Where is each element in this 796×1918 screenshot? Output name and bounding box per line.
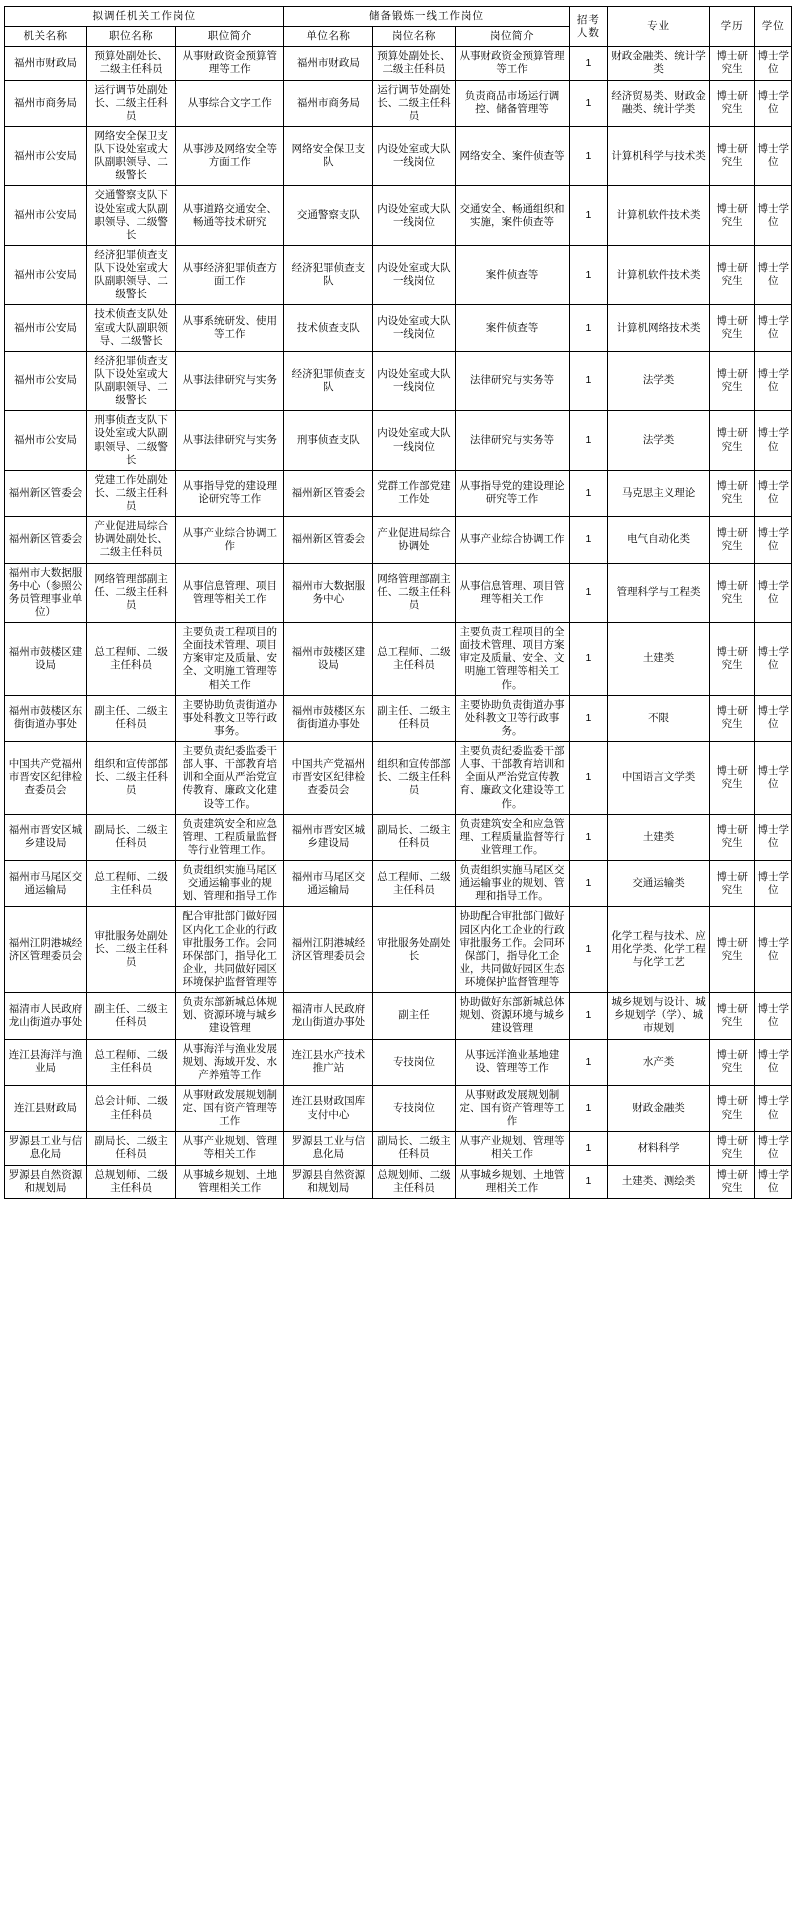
cell-post: 运行调节处副处长、二级主任科员 bbox=[373, 80, 455, 126]
table-row bbox=[5, 351, 792, 411]
cell-post-desc: 法律研究与实务等 bbox=[455, 351, 569, 411]
cell-position-desc: 负责组织实施马尾区交通运输事业的规划、管理和指导工作 bbox=[176, 861, 284, 907]
cell-degree: 博士学位 bbox=[755, 517, 792, 563]
cell-post-desc: 从事产业综合协调工作 bbox=[455, 517, 569, 563]
cell-agency: 福州市财政局 bbox=[5, 47, 87, 80]
cell-position-desc: 主要负责纪委监委干部人事、干部教育培训和全面从严治党宣传教育、廉政文化建设等工作。 bbox=[176, 742, 284, 815]
cell-agency: 中国共产党福州市晋安区纪律检查委员会 bbox=[5, 742, 87, 815]
cell-position: 网络管理部副主任、二级主任科员 bbox=[87, 563, 176, 623]
cell-education: 博士研究生 bbox=[709, 993, 755, 1039]
cell-count: 1 bbox=[569, 470, 608, 516]
cell-degree: 博士学位 bbox=[755, 814, 792, 860]
cell-count: 1 bbox=[569, 305, 608, 351]
cell-position: 总会计师、二级主任科员 bbox=[87, 1085, 176, 1131]
cell-count: 1 bbox=[569, 47, 608, 80]
cell-position-desc: 从事法律研究与实务 bbox=[176, 411, 284, 471]
cell-post: 副主任、二级主任科员 bbox=[373, 695, 455, 741]
table-row bbox=[5, 1085, 792, 1131]
cell-position-desc: 从事指导党的建设理论研究等工作 bbox=[176, 470, 284, 516]
cell-position: 组织和宣传部部长、二级主任科员 bbox=[87, 742, 176, 815]
cell-unit: 福州江阴港城经济区管理委员会 bbox=[284, 907, 373, 993]
cell-post: 副局长、二级主任科员 bbox=[373, 814, 455, 860]
cell-agency: 福州市公安局 bbox=[5, 126, 87, 186]
cell-unit: 经济犯罪侦查支队 bbox=[284, 245, 373, 305]
cell-post: 产业促进局综合协调处 bbox=[373, 517, 455, 563]
cell-position-desc: 从事信息管理、项目管理等相关工作 bbox=[176, 563, 284, 623]
cell-education: 博士研究生 bbox=[709, 411, 755, 471]
cell-position-desc: 配合审批部门做好园区内化工企业的行政审批服务工作。会同环保部门，指导化工企业，共同做好园区环境保护监督管理等 bbox=[176, 907, 284, 993]
cell-major: 水产类 bbox=[608, 1039, 710, 1085]
cell-degree: 博士学位 bbox=[755, 80, 792, 126]
cell-position: 审批服务处副处长、二级主任科员 bbox=[87, 907, 176, 993]
cell-post-desc: 主要负责纪委监委干部人事、干部教育培训和全面从严治党宣传教育、廉政文化建设等工作。 bbox=[455, 742, 569, 815]
cell-position: 党建工作处副处长、二级主任科员 bbox=[87, 470, 176, 516]
cell-agency: 福州市商务局 bbox=[5, 80, 87, 126]
cell-agency: 罗源县自然资源和规划局 bbox=[5, 1165, 87, 1198]
cell-post-desc: 从事财政发展规划制定、国有资产管理等工作 bbox=[455, 1085, 569, 1131]
table-row bbox=[5, 305, 792, 351]
column-header-major: 专业 bbox=[608, 7, 710, 47]
cell-major: 法学类 bbox=[608, 411, 710, 471]
cell-count: 1 bbox=[569, 907, 608, 993]
cell-agency: 福州新区管委会 bbox=[5, 517, 87, 563]
cell-post: 内设处室或大队一线岗位 bbox=[373, 186, 455, 246]
cell-degree: 博士学位 bbox=[755, 351, 792, 411]
cell-major: 财政金融类 bbox=[608, 1085, 710, 1131]
cell-unit: 连江县财政国库支付中心 bbox=[284, 1085, 373, 1131]
cell-agency: 连江县财政局 bbox=[5, 1085, 87, 1131]
table-row bbox=[5, 245, 792, 305]
table-row bbox=[5, 470, 792, 516]
cell-position-desc: 负责东部新城总体规划、资源环境与城乡建设管理 bbox=[176, 993, 284, 1039]
cell-education: 博士研究生 bbox=[709, 470, 755, 516]
cell-education: 博士研究生 bbox=[709, 305, 755, 351]
cell-agency: 福州市鼓楼区建设局 bbox=[5, 623, 87, 696]
cell-post-desc: 负责建筑安全和应急管理、工程质量监督等行业管理工作。 bbox=[455, 814, 569, 860]
cell-education: 博士研究生 bbox=[709, 695, 755, 741]
cell-post-desc: 网络安全、案件侦查等 bbox=[455, 126, 569, 186]
cell-unit: 网络安全保卫支队 bbox=[284, 126, 373, 186]
job-positions-table bbox=[4, 6, 792, 1199]
cell-unit: 福州新区管委会 bbox=[284, 470, 373, 516]
table-row bbox=[5, 80, 792, 126]
cell-major: 不限 bbox=[608, 695, 710, 741]
table-group-header-row bbox=[5, 7, 792, 27]
cell-education: 博士研究生 bbox=[709, 1039, 755, 1085]
cell-position: 网络安全保卫支队下设处室或大队副职领导、二级警长 bbox=[87, 126, 176, 186]
table-row bbox=[5, 411, 792, 471]
cell-major: 土建类 bbox=[608, 623, 710, 696]
cell-position: 交通警察支队下设处室或大队副职领导、二级警长 bbox=[87, 186, 176, 246]
cell-unit: 福州新区管委会 bbox=[284, 517, 373, 563]
cell-education: 博士研究生 bbox=[709, 186, 755, 246]
cell-post: 内设处室或大队一线岗位 bbox=[373, 126, 455, 186]
cell-count: 1 bbox=[569, 814, 608, 860]
column-header-post-name: 岗位名称 bbox=[373, 27, 455, 47]
cell-agency: 福州市公安局 bbox=[5, 186, 87, 246]
cell-position: 总工程师、二级主任科员 bbox=[87, 861, 176, 907]
cell-position: 副主任、二级主任科员 bbox=[87, 993, 176, 1039]
cell-post-desc: 从事城乡规划、土地管理相关工作 bbox=[455, 1165, 569, 1198]
cell-unit: 福州市马尾区交通运输局 bbox=[284, 861, 373, 907]
cell-position-desc: 从事产业规划、管理等相关工作 bbox=[176, 1132, 284, 1165]
cell-position-desc: 从事系统研发、使用等工作 bbox=[176, 305, 284, 351]
cell-position-desc: 从事海洋与渔业发展规划、海域开发、水产养殖等工作 bbox=[176, 1039, 284, 1085]
cell-position: 刑事侦查支队下设处室或大队副职领导、二级警长 bbox=[87, 411, 176, 471]
cell-position-desc: 从事综合文字工作 bbox=[176, 80, 284, 126]
table-row bbox=[5, 563, 792, 623]
cell-position: 副局长、二级主任科员 bbox=[87, 814, 176, 860]
cell-education: 博士研究生 bbox=[709, 517, 755, 563]
cell-position-desc: 从事财政发展规划制定、国有资产管理等工作 bbox=[176, 1085, 284, 1131]
cell-count: 1 bbox=[569, 411, 608, 471]
cell-post: 总工程师、二级主任科员 bbox=[373, 623, 455, 696]
cell-count: 1 bbox=[569, 351, 608, 411]
cell-count: 1 bbox=[569, 1165, 608, 1198]
cell-post: 专技岗位 bbox=[373, 1039, 455, 1085]
cell-agency: 连江县海洋与渔业局 bbox=[5, 1039, 87, 1085]
cell-education: 博士研究生 bbox=[709, 47, 755, 80]
cell-position: 副主任、二级主任科员 bbox=[87, 695, 176, 741]
cell-unit: 福州市鼓楼区东街街道办事处 bbox=[284, 695, 373, 741]
cell-agency: 罗源县工业与信息化局 bbox=[5, 1132, 87, 1165]
cell-post-desc: 从事信息管理、项目管理等相关工作 bbox=[455, 563, 569, 623]
cell-position: 总规划师、二级主任科员 bbox=[87, 1165, 176, 1198]
cell-unit: 罗源县工业与信息化局 bbox=[284, 1132, 373, 1165]
cell-major: 计算机网络技术类 bbox=[608, 305, 710, 351]
cell-post: 内设处室或大队一线岗位 bbox=[373, 305, 455, 351]
cell-major: 法学类 bbox=[608, 351, 710, 411]
column-header-agency-name: 机关名称 bbox=[5, 27, 87, 47]
cell-education: 博士研究生 bbox=[709, 1132, 755, 1165]
cell-post-desc: 案件侦查等 bbox=[455, 305, 569, 351]
cell-position-desc: 从事涉及网络安全等方面工作 bbox=[176, 126, 284, 186]
cell-degree: 博士学位 bbox=[755, 623, 792, 696]
cell-position-desc: 从事城乡规划、土地管理相关工作 bbox=[176, 1165, 284, 1198]
cell-major: 经济贸易类、财政金融类、统计学类 bbox=[608, 80, 710, 126]
cell-degree: 博士学位 bbox=[755, 563, 792, 623]
cell-major: 计算机软件技术类 bbox=[608, 186, 710, 246]
cell-agency: 福州江阴港城经济区管理委员会 bbox=[5, 907, 87, 993]
cell-unit: 技术侦查支队 bbox=[284, 305, 373, 351]
cell-degree: 博士学位 bbox=[755, 245, 792, 305]
cell-education: 博士研究生 bbox=[709, 80, 755, 126]
cell-agency: 福州市公安局 bbox=[5, 411, 87, 471]
cell-count: 1 bbox=[569, 1085, 608, 1131]
cell-education: 博士研究生 bbox=[709, 245, 755, 305]
cell-degree: 博士学位 bbox=[755, 993, 792, 1039]
cell-degree: 博士学位 bbox=[755, 305, 792, 351]
cell-degree: 博士学位 bbox=[755, 907, 792, 993]
column-header-degree: 学位 bbox=[755, 7, 792, 47]
cell-post: 副主任 bbox=[373, 993, 455, 1039]
cell-post-desc: 协助做好东部新城总体规划、资源环境与城乡建设管理 bbox=[455, 993, 569, 1039]
cell-post-desc: 主要协助负责街道办事处科教文卫等行政事务。 bbox=[455, 695, 569, 741]
cell-education: 博士研究生 bbox=[709, 742, 755, 815]
cell-degree: 博士学位 bbox=[755, 470, 792, 516]
cell-position-desc: 从事道路交通安全、畅通等技术研究 bbox=[176, 186, 284, 246]
cell-post-desc: 从事产业规划、管理等相关工作 bbox=[455, 1132, 569, 1165]
cell-position-desc: 从事产业综合协调工作 bbox=[176, 517, 284, 563]
cell-degree: 博士学位 bbox=[755, 411, 792, 471]
cell-position-desc: 从事法律研究与实务 bbox=[176, 351, 284, 411]
cell-major: 材料科学 bbox=[608, 1132, 710, 1165]
cell-count: 1 bbox=[569, 563, 608, 623]
cell-agency: 福州市公安局 bbox=[5, 245, 87, 305]
cell-position-desc: 从事财政资金预算管理等工作 bbox=[176, 47, 284, 80]
cell-post: 副局长、二级主任科员 bbox=[373, 1132, 455, 1165]
cell-position: 经济犯罪侦查支队下设处室或大队副职领导、二级警长 bbox=[87, 245, 176, 305]
cell-major: 城乡规划与设计、城乡规划学（学）、城市规划 bbox=[608, 993, 710, 1039]
cell-post-desc: 从事指导党的建设理论研究等工作 bbox=[455, 470, 569, 516]
cell-agency: 福州市公安局 bbox=[5, 351, 87, 411]
cell-post: 内设处室或大队一线岗位 bbox=[373, 351, 455, 411]
cell-post: 预算处副处长、二级主任科员 bbox=[373, 47, 455, 80]
cell-degree: 博士学位 bbox=[755, 742, 792, 815]
cell-agency: 福州市公安局 bbox=[5, 305, 87, 351]
cell-position: 总工程师、二级主任科员 bbox=[87, 623, 176, 696]
cell-unit: 经济犯罪侦查支队 bbox=[284, 351, 373, 411]
cell-major: 土建类、测绘类 bbox=[608, 1165, 710, 1198]
cell-major: 计算机科学与技术类 bbox=[608, 126, 710, 186]
cell-unit: 福州市晋安区城乡建设局 bbox=[284, 814, 373, 860]
cell-unit: 福州市鼓楼区建设局 bbox=[284, 623, 373, 696]
cell-degree: 博士学位 bbox=[755, 47, 792, 80]
cell-count: 1 bbox=[569, 695, 608, 741]
cell-count: 1 bbox=[569, 126, 608, 186]
table-row bbox=[5, 814, 792, 860]
cell-education: 博士研究生 bbox=[709, 126, 755, 186]
cell-agency: 福州新区管委会 bbox=[5, 470, 87, 516]
cell-agency: 福州市马尾区交通运输局 bbox=[5, 861, 87, 907]
table-row bbox=[5, 623, 792, 696]
column-header-position-desc: 职位简介 bbox=[176, 27, 284, 47]
cell-major: 中国语言文学类 bbox=[608, 742, 710, 815]
cell-post: 内设处室或大队一线岗位 bbox=[373, 245, 455, 305]
cell-count: 1 bbox=[569, 1132, 608, 1165]
cell-position-desc: 从事经济犯罪侦查方面工作 bbox=[176, 245, 284, 305]
cell-post-desc: 法律研究与实务等 bbox=[455, 411, 569, 471]
cell-major: 管理科学与工程类 bbox=[608, 563, 710, 623]
cell-education: 博士研究生 bbox=[709, 861, 755, 907]
cell-post-desc: 案件侦查等 bbox=[455, 245, 569, 305]
cell-post-desc: 负责商品市场运行调控、储备管理等 bbox=[455, 80, 569, 126]
cell-unit: 刑事侦查支队 bbox=[284, 411, 373, 471]
cell-major: 计算机软件技术类 bbox=[608, 245, 710, 305]
cell-unit: 福州市商务局 bbox=[284, 80, 373, 126]
cell-unit: 福州市财政局 bbox=[284, 47, 373, 80]
cell-post: 总规划师、二级主任科员 bbox=[373, 1165, 455, 1198]
cell-count: 1 bbox=[569, 742, 608, 815]
cell-post: 网络管理部副主任、二级主任科员 bbox=[373, 563, 455, 623]
cell-education: 博士研究生 bbox=[709, 351, 755, 411]
cell-unit: 福清市人民政府龙山街道办事处 bbox=[284, 993, 373, 1039]
cell-major: 交通运输类 bbox=[608, 861, 710, 907]
table-row bbox=[5, 695, 792, 741]
cell-post-desc: 负责组织实施马尾区交通运输事业的规划、管理和指导工作。 bbox=[455, 861, 569, 907]
group-header-agency-posts: 拟调任机关工作岗位 bbox=[5, 7, 284, 27]
cell-position-desc: 主要负责工程项目的全面技术管理、项目方案审定及质量、安全、文明施工管理等相关工作 bbox=[176, 623, 284, 696]
cell-unit: 罗源县自然资源和规划局 bbox=[284, 1165, 373, 1198]
table-row bbox=[5, 1165, 792, 1198]
cell-count: 1 bbox=[569, 517, 608, 563]
cell-count: 1 bbox=[569, 623, 608, 696]
column-header-count: 招考人数 bbox=[569, 7, 608, 47]
cell-agency: 福清市人民政府龙山街道办事处 bbox=[5, 993, 87, 1039]
cell-post: 专技岗位 bbox=[373, 1085, 455, 1131]
cell-degree: 博士学位 bbox=[755, 1085, 792, 1131]
cell-post: 总工程师、二级主任科员 bbox=[373, 861, 455, 907]
cell-major: 土建类 bbox=[608, 814, 710, 860]
table-row bbox=[5, 517, 792, 563]
group-header-frontline-posts: 储备锻炼一线工作岗位 bbox=[284, 7, 569, 27]
cell-major: 电气自动化类 bbox=[608, 517, 710, 563]
cell-count: 1 bbox=[569, 993, 608, 1039]
cell-position: 副局长、二级主任科员 bbox=[87, 1132, 176, 1165]
cell-unit: 连江县水产技术推广站 bbox=[284, 1039, 373, 1085]
cell-post-desc: 协助配合审批部门做好园区内化工企业的行政审批服务工作。会同环保部门，指导化工企业，共同做好园区生态环境保护监督管理等 bbox=[455, 907, 569, 993]
cell-unit: 交通警察支队 bbox=[284, 186, 373, 246]
cell-position: 运行调节处副处长、二级主任科员 bbox=[87, 80, 176, 126]
table-row bbox=[5, 126, 792, 186]
cell-major: 财政金融类、统计学类 bbox=[608, 47, 710, 80]
cell-position: 预算处副处长、二级主任科员 bbox=[87, 47, 176, 80]
cell-post-desc: 从事财政资金预算管理等工作 bbox=[455, 47, 569, 80]
cell-degree: 博士学位 bbox=[755, 1165, 792, 1198]
cell-agency: 福州市晋安区城乡建设局 bbox=[5, 814, 87, 860]
cell-education: 博士研究生 bbox=[709, 563, 755, 623]
cell-post: 党群工作部党建工作处 bbox=[373, 470, 455, 516]
cell-education: 博士研究生 bbox=[709, 907, 755, 993]
column-header-position-name: 职位名称 bbox=[87, 27, 176, 47]
column-header-education: 学历 bbox=[709, 7, 755, 47]
cell-major: 化学工程与技术、应用化学类、化学工程与化学工艺 bbox=[608, 907, 710, 993]
column-header-post-desc: 岗位简介 bbox=[455, 27, 569, 47]
cell-degree: 博士学位 bbox=[755, 861, 792, 907]
cell-position-desc: 主要协助负责街道办事处科教文卫等行政事务。 bbox=[176, 695, 284, 741]
table-row bbox=[5, 1039, 792, 1085]
table-row bbox=[5, 907, 792, 993]
cell-position: 产业促进局综合协调处副处长、二级主任科员 bbox=[87, 517, 176, 563]
cell-post-desc: 从事远洋渔业基地建设、管理等工作 bbox=[455, 1039, 569, 1085]
cell-post: 审批服务处副处长 bbox=[373, 907, 455, 993]
table-row bbox=[5, 742, 792, 815]
table-row bbox=[5, 993, 792, 1039]
cell-post: 组织和宣传部部长、二级主任科员 bbox=[373, 742, 455, 815]
cell-post: 内设处室或大队一线岗位 bbox=[373, 411, 455, 471]
cell-major: 马克思主义理论 bbox=[608, 470, 710, 516]
cell-education: 博士研究生 bbox=[709, 1165, 755, 1198]
cell-degree: 博士学位 bbox=[755, 695, 792, 741]
cell-agency: 福州市鼓楼区东街街道办事处 bbox=[5, 695, 87, 741]
cell-position-desc: 负责建筑安全和应急管理、工程质量监督等行业管理工作。 bbox=[176, 814, 284, 860]
table-row bbox=[5, 861, 792, 907]
cell-unit: 福州市大数据服务中心 bbox=[284, 563, 373, 623]
cell-agency: 福州市大数据服务中心（参照公务员管理事业单位） bbox=[5, 563, 87, 623]
column-header-unit-name: 单位名称 bbox=[284, 27, 373, 47]
cell-post-desc: 主要负责工程项目的全面技术管理、项目方案审定及质量、安全、文明施工管理等相关工作。 bbox=[455, 623, 569, 696]
cell-degree: 博士学位 bbox=[755, 186, 792, 246]
cell-position: 技术侦查支队处室或大队副职领导、二级警长 bbox=[87, 305, 176, 351]
cell-post-desc: 交通安全、畅通组织和实施，案件侦查等 bbox=[455, 186, 569, 246]
cell-count: 1 bbox=[569, 186, 608, 246]
table-row bbox=[5, 47, 792, 80]
cell-degree: 博士学位 bbox=[755, 1039, 792, 1085]
cell-count: 1 bbox=[569, 861, 608, 907]
cell-count: 1 bbox=[569, 1039, 608, 1085]
table-row bbox=[5, 186, 792, 246]
table-row bbox=[5, 1132, 792, 1165]
cell-education: 博士研究生 bbox=[709, 623, 755, 696]
cell-position: 经济犯罪侦查支队下设处室或大队副职领导、二级警长 bbox=[87, 351, 176, 411]
cell-position: 总工程师、二级主任科员 bbox=[87, 1039, 176, 1085]
cell-count: 1 bbox=[569, 245, 608, 305]
cell-degree: 博士学位 bbox=[755, 126, 792, 186]
cell-education: 博士研究生 bbox=[709, 1085, 755, 1131]
cell-unit: 中国共产党福州市晋安区纪律检查委员会 bbox=[284, 742, 373, 815]
cell-degree: 博士学位 bbox=[755, 1132, 792, 1165]
cell-count: 1 bbox=[569, 80, 608, 126]
cell-education: 博士研究生 bbox=[709, 814, 755, 860]
